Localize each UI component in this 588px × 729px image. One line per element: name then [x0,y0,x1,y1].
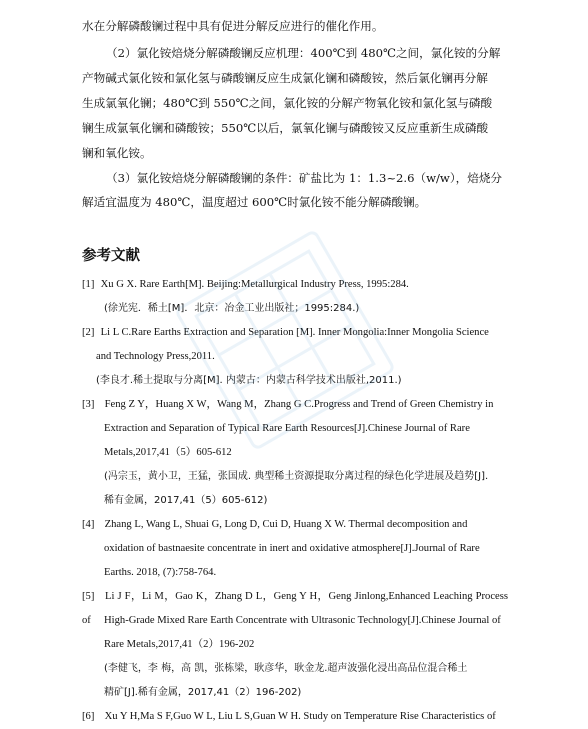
reference-line: (徐光宪．稀土[M]．北京：冶金工业出版社；1995:284.) [104,303,360,314]
reference-line: Metals,2017,41（5）605-612 [104,447,232,458]
reference-item [82,321,508,345]
body-line: 解适宜温度为 480℃，温度超过 600℃时氯化铵不能分解磷酸镧。 [82,195,427,209]
reference-line: High-Grade Mixed Rare Earth Concentrate with Ultrasonic Technology[J].Chinese Journal of [104,615,501,626]
body-line: 水在分解磷酸镧过程中具有促进分解反应进行的催化作用。 [82,19,384,33]
reference-item [82,705,508,729]
reference-line: 稀有金属，2017,41（5）605-612) [104,495,268,506]
body-line: 产物碱式氯化铵和氯化氢与磷酸镧反应生成氯化镧和磷酸铵，然后氯化镧再分解 [82,71,488,85]
reference-number: [5] [82,591,95,602]
reference-number: [6] [82,711,95,722]
reference-number: [2] [82,327,95,338]
reference-line: oxidation of bastnaesite concentrate in inert and oxidative atmosphere[J].Journal of Rare [104,543,480,554]
reference-text: Zhang L, Wang L, Shuai G, Long D, Cui D, Huang X W. Thermal decomposition and [104,519,468,530]
body-line: 生成氯氧化镧；480℃到 550℃之间，氯化铵的分解产物氧化铵和氯化氢与磷酸 [82,96,493,110]
reference-line: Earths. 2018, (7):758-764. [104,567,217,578]
reference-number: [1] [82,279,95,290]
reference-item [82,513,508,537]
reference-line: 精矿[J].稀有金属，2017,41（2）196-202) [104,687,302,698]
reference-number: [4] [82,519,95,530]
reference-text: Feng Z Y，Huang X W，Wang M，Zhang G C.Progress and Trend of Green Chemistry in [104,399,494,410]
reference-text: Li L C.Rare Earths Extraction and Separation [M]. Inner Mongolia:Inner Mongolia Science [100,327,489,338]
body-line: （2）氯化铵焙烧分解磷酸镧反应机理：400℃到 480℃之间，氯化铵的分解 [106,46,501,60]
body-line: 镧和氧化铵。 [82,146,152,160]
reference-text: Xu Y H,Ma S F,Guo W L, Liu L S,Guan W H. Study on Temperature Rise Characteristics of [104,711,496,722]
reference-line: (李健飞，李 梅，高 凯，张栋梁，耿彦华，耿金龙.超声波强化浸出高品位混合稀土 [104,663,468,674]
reference-line: (李良才.稀土提取与分离[M]. 内蒙古：内蒙古科学技术出版社,2011.) [96,375,402,386]
reference-line: Extraction and Separation of Typical Rare Earth Resources[J].Chinese Journal of Rare [104,423,470,434]
reference-item [82,393,508,417]
reference-item [82,273,508,297]
reference-line: (冯宗玉，黄小卫，王猛，张国成. 典型稀土资源提取分离过程的绿色化学进展及趋势[J]. [104,471,489,482]
reference-number: [3] [82,399,95,410]
reference-line: and Technology Press,2011. [96,351,215,362]
references-heading: 参考文献 [82,248,140,264]
body-line: （3）氯化铵焙烧分解磷酸镧的条件：矿盐比为 1：1.3~2.6（w/w），焙烧分 [106,171,503,185]
reference-text: Li J F，Li M，Gao K，Zhang D L，Geng Y H，Geng Jinlong,Enhanced Leaching Process of [82,591,508,626]
body-line: 镧生成氯氧化镧和磷酸铵；550℃以后，氯氧化镧与磷酸铵又反应重新生成磷酸 [82,121,489,135]
reference-text: Xu G X. Rare Earth[M]. Beijing:Metallurgical Industry Press, 1995:284. [100,279,409,290]
reference-line: Rare Metals,2017,41（2）196-202 [104,639,255,650]
